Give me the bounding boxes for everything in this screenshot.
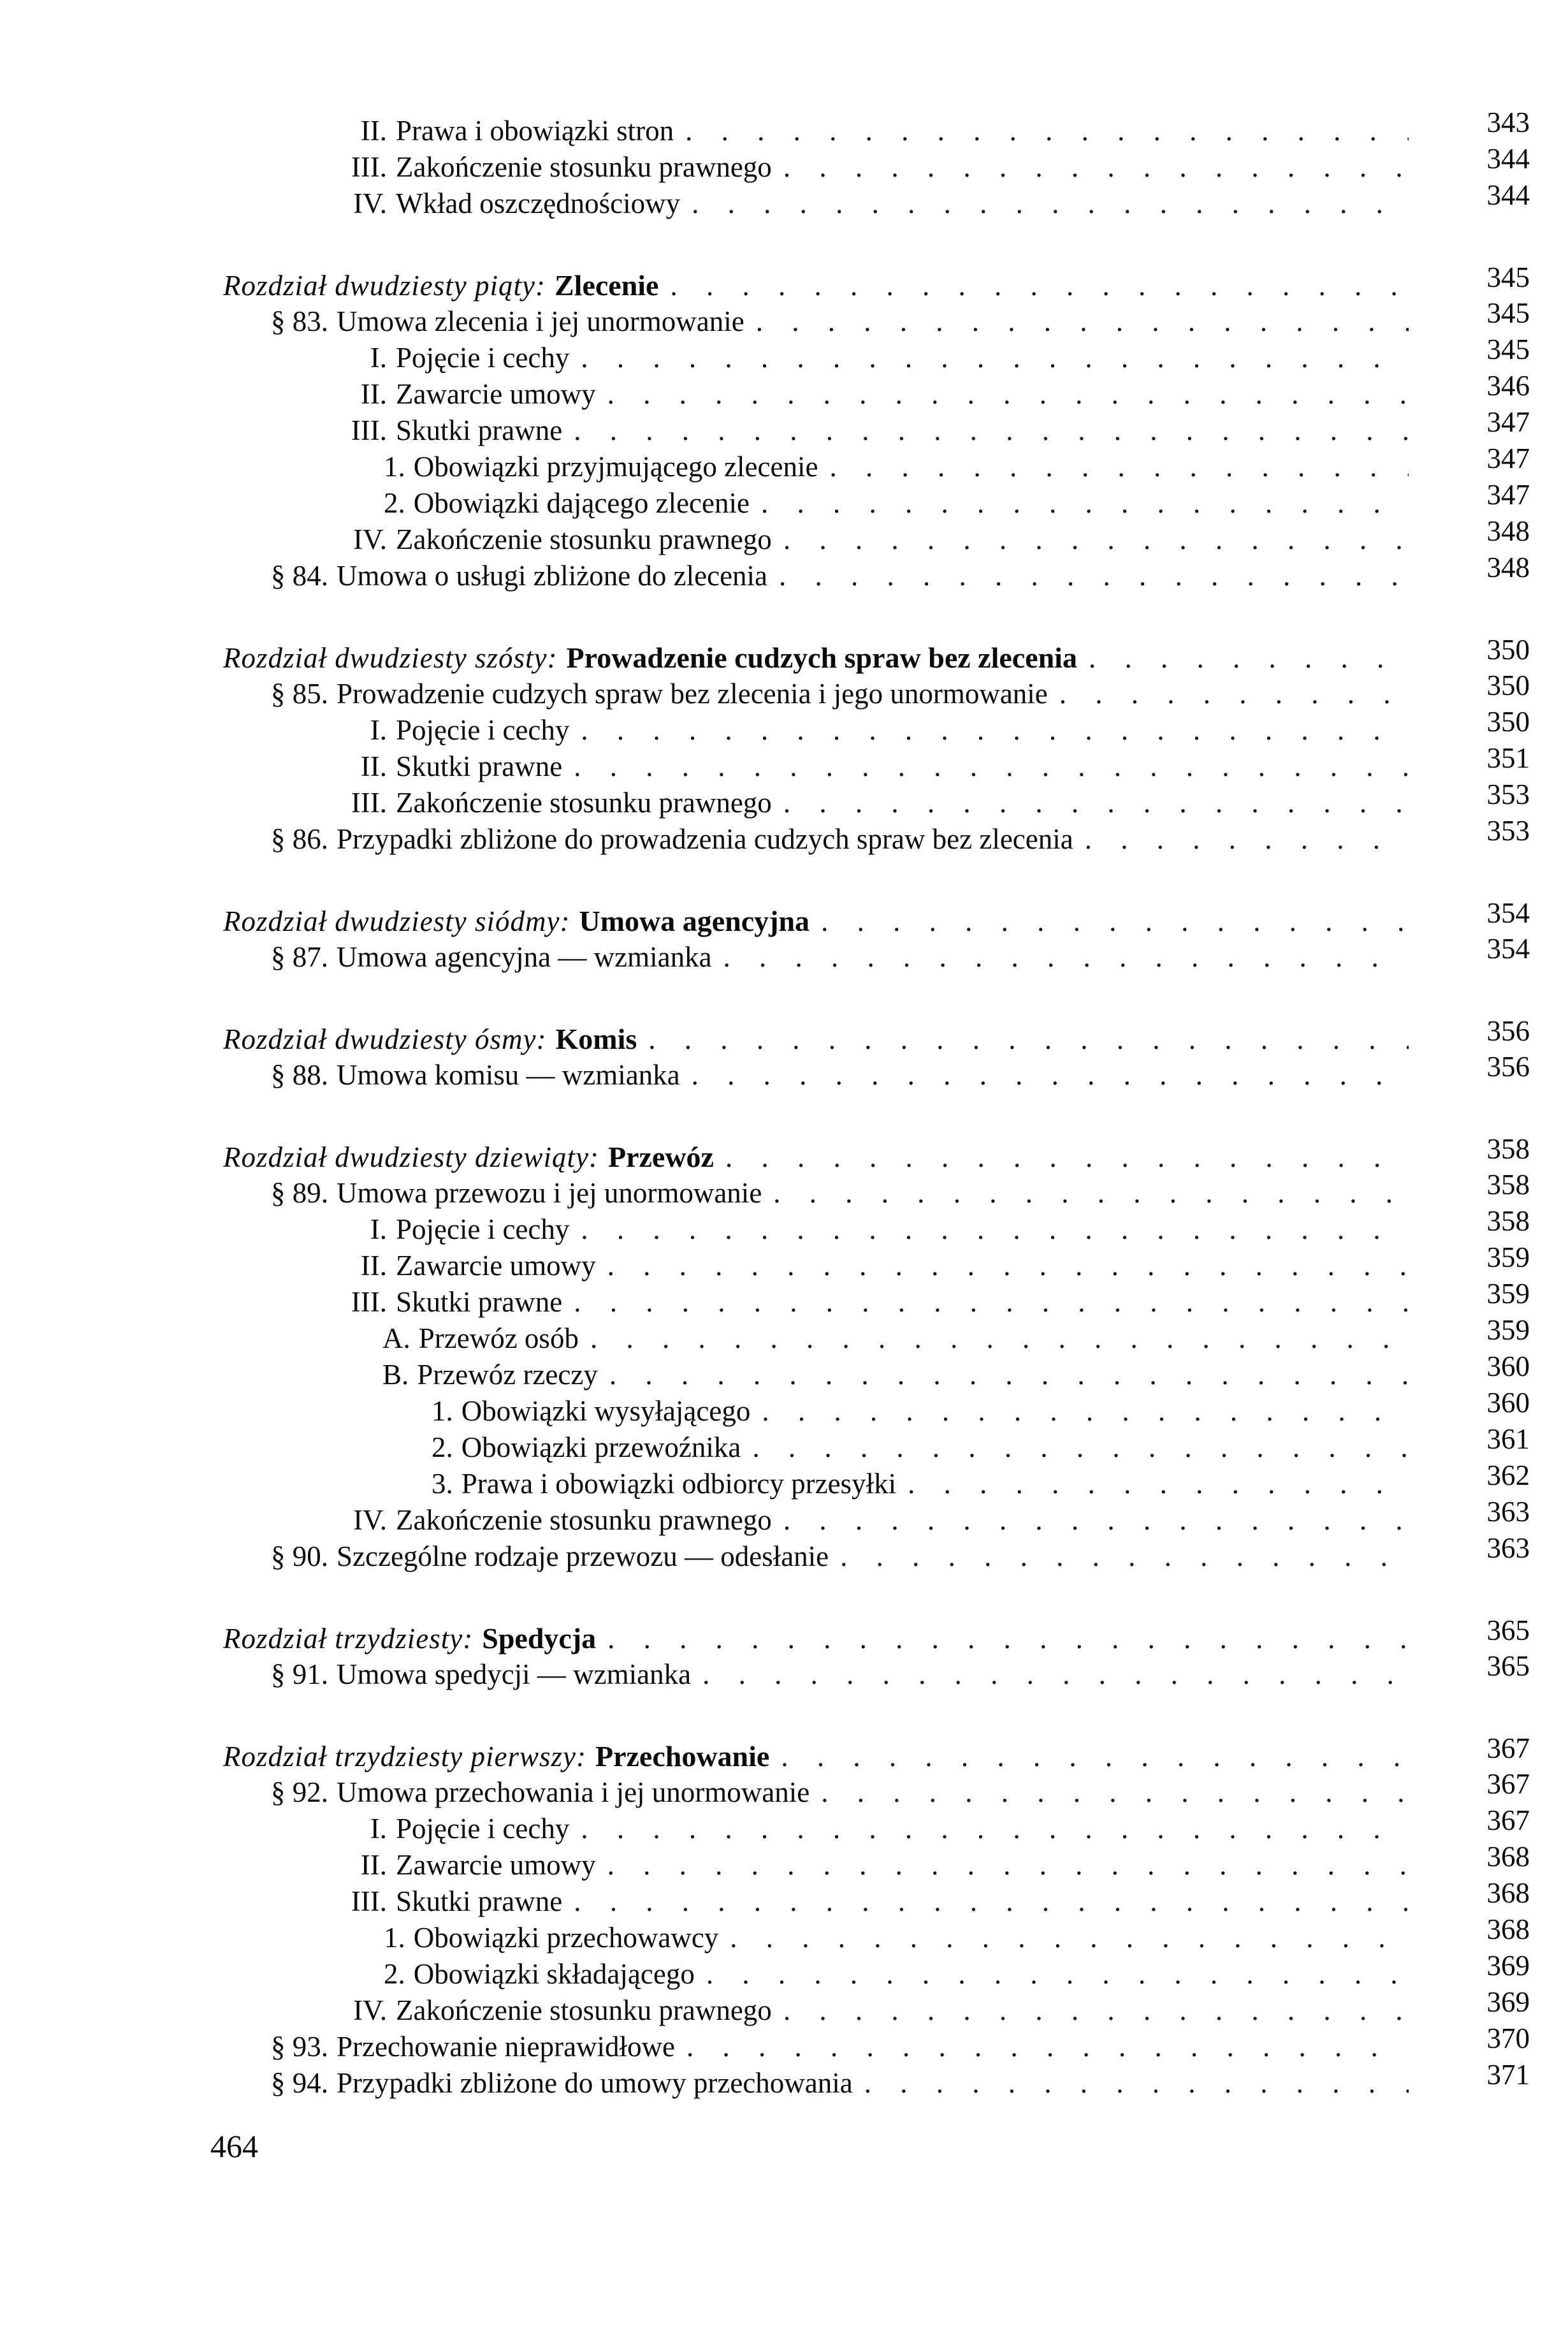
entry-page-number: 365: [1486, 1650, 1530, 1682]
entry-title: Zawarcie umowy: [396, 378, 596, 410]
entry-page-number: 347: [1486, 406, 1530, 438]
entry-number: § 83.: [271, 305, 328, 337]
entry-number: § 86.: [271, 823, 328, 855]
entry-page-number: 360: [1486, 1387, 1530, 1419]
dot-leader: [648, 1021, 1409, 1058]
dot-leader: [692, 186, 1409, 222]
chapter-label: Rozdział trzydziesty pierwszy:: [223, 1741, 586, 1772]
entry-page-number: 347: [1486, 442, 1530, 474]
entry-title: Skutki prawne: [396, 414, 563, 446]
entry-number: II.: [360, 1250, 387, 1282]
entry-page-number: 345: [1486, 333, 1530, 365]
dot-leader: [773, 1175, 1409, 1211]
toc-entry: [223, 1650, 1530, 1693]
toc-entry: [223, 106, 1530, 149]
entry-title: Pojęcie i cechy: [396, 342, 570, 374]
entry-number: B.: [382, 1359, 409, 1391]
entry-title: Zawarcie umowy: [396, 1849, 596, 1881]
entry-page-number: 343: [1486, 106, 1530, 138]
toc-chapter-entry: [223, 897, 1530, 939]
toc-entry: [223, 143, 1530, 186]
dot-leader: [783, 522, 1409, 558]
dot-leader: [581, 1811, 1409, 1847]
entry-page-number: 358: [1486, 1169, 1530, 1201]
entry-title: Szczególne rodzaje przewozu — odesłanie: [337, 1540, 829, 1572]
entry-number: I.: [370, 342, 387, 374]
entry-title: Przewóz rzeczy: [417, 1359, 598, 1391]
chapter-title: Zlecenie: [554, 269, 659, 302]
entry-number: § 91.: [271, 1658, 328, 1690]
dot-leader: [779, 558, 1409, 594]
entry-page-number: 358: [1486, 1133, 1530, 1165]
entry-title: Obowiązki przewoźnika: [461, 1431, 741, 1463]
dot-leader: [692, 1057, 1409, 1093]
entry-page-number: 345: [1486, 297, 1530, 329]
entry-title: Umowa komisu — wzmianka: [337, 1059, 680, 1091]
dot-leader: [783, 1502, 1409, 1538]
entry-title: Zawarcie umowy: [396, 1250, 596, 1282]
toc-entry: [223, 1459, 1530, 1502]
entry-number: IV.: [353, 187, 387, 219]
toc-entry: [223, 515, 1530, 558]
dot-leader: [706, 1956, 1409, 1992]
toc-entry: [223, 933, 1530, 976]
dot-leader: [686, 2029, 1409, 2065]
entry-title: Skutki prawne: [396, 1286, 563, 1318]
entry-number: III.: [351, 414, 387, 446]
dot-leader: [908, 1466, 1409, 1502]
entry-page-number: 369: [1486, 1986, 1530, 2018]
toc-entry: [223, 1913, 1530, 1956]
toc-entry: [223, 179, 1530, 222]
entry-title: Skutki prawne: [396, 1885, 563, 1917]
entry-number: II.: [360, 115, 387, 147]
toc-entry: [223, 1205, 1530, 1248]
entry-page-number: 345: [1486, 261, 1530, 293]
chapter-label: Rozdział dwudziesty ósmy:: [223, 1023, 547, 1055]
toc-entry: [223, 1387, 1530, 1429]
dot-leader: [783, 1992, 1409, 2029]
entry-title: Skutki prawne: [396, 750, 563, 782]
entry-number: § 93.: [271, 2031, 328, 2063]
entry-page-number: 363: [1486, 1532, 1530, 1564]
toc-entry: [223, 2059, 1530, 2101]
chapter-title: Przewóz: [607, 1141, 714, 1173]
chapter-title: Przechowanie: [595, 1740, 770, 1772]
entry-title: Przechowanie nieprawidłowe: [337, 2031, 676, 2063]
chapter-label: Rozdział trzydziesty:: [223, 1623, 474, 1655]
dot-leader: [702, 1656, 1409, 1693]
chapter-title: Komis: [555, 1023, 637, 1055]
toc-entry: [223, 406, 1530, 449]
dot-leader: [829, 449, 1409, 485]
toc-entry: [223, 778, 1530, 821]
entry-number: § 85.: [271, 678, 328, 710]
entry-page-number: 348: [1486, 552, 1530, 583]
dot-leader: [581, 1211, 1409, 1248]
toc-entry: [223, 742, 1530, 785]
toc-entry: [223, 1350, 1530, 1393]
entry-page-number: 353: [1486, 815, 1530, 847]
dot-leader: [725, 1139, 1409, 1176]
dot-leader: [607, 376, 1409, 413]
entry-title: Przypadki zbliżone do prowadzenia cudzych spraw bez zlecenia: [337, 823, 1073, 855]
toc-entry: [223, 1841, 1530, 1883]
toc-entry: [223, 297, 1530, 340]
toc-entry: [223, 815, 1530, 858]
toc-entry: [223, 442, 1530, 485]
entry-page-number: 363: [1486, 1496, 1530, 1528]
toc-entry: [223, 1051, 1530, 1093]
entry-number: § 94.: [271, 2067, 328, 2099]
entry-number: § 92.: [271, 1776, 328, 1808]
entry-title: Obowiązki przechowawcy: [413, 1922, 719, 1954]
toc-entry: [223, 1532, 1530, 1575]
entry-page-number: 362: [1486, 1459, 1530, 1491]
entry-title: Zakończenie stosunku prawnego: [396, 523, 772, 555]
entry-title: Umowa o usługi zbliżone do zlecenia: [337, 560, 768, 592]
entry-page-number: 365: [1486, 1614, 1530, 1646]
entry-page-number: 346: [1486, 370, 1530, 402]
toc-chapter-entry: [223, 634, 1530, 676]
entry-number: II.: [360, 750, 387, 782]
entry-number: III.: [351, 1885, 387, 1917]
entry-title: Przewóz osób: [418, 1322, 579, 1354]
dot-leader: [821, 903, 1409, 940]
dot-leader: [864, 2065, 1409, 2101]
entry-page-number: 356: [1486, 1015, 1530, 1047]
entry-number: I.: [370, 1213, 387, 1245]
entry-page-number: 359: [1486, 1314, 1530, 1346]
entry-page-number: 348: [1486, 515, 1530, 547]
entry-number: § 90.: [271, 1540, 328, 1572]
entry-title: Umowa przechowania i jej unormowanie: [337, 1776, 810, 1808]
dot-leader: [609, 1357, 1409, 1393]
dot-leader: [607, 1621, 1409, 1657]
dot-leader: [670, 268, 1409, 304]
dot-leader: [730, 1920, 1409, 1956]
entry-page-number: 344: [1486, 179, 1530, 211]
chapter-label: Rozdział dwudziesty szósty:: [223, 642, 558, 674]
toc-entry: [223, 1768, 1530, 1811]
entry-title: Przypadki zbliżone do umowy przechowania: [337, 2067, 853, 2099]
entry-title: Zakończenie stosunku prawnego: [396, 787, 772, 819]
dot-leader: [590, 1320, 1409, 1357]
dot-leader: [607, 1248, 1409, 1284]
entry-number: II.: [360, 378, 387, 410]
entry-title: Obowiązki przyjmującego zlecenie: [413, 451, 818, 483]
chapter-label: Rozdział dwudziesty dziewiąty:: [223, 1141, 599, 1173]
dot-leader: [761, 485, 1409, 522]
entry-page-number: 354: [1486, 933, 1530, 965]
dot-leader: [1089, 640, 1409, 676]
entry-page-number: 358: [1486, 1205, 1530, 1237]
toc-entry: [223, 1804, 1530, 1847]
dot-leader: [607, 1847, 1409, 1883]
toc-chapter-entry: [223, 261, 1530, 303]
entry-page-number: 347: [1486, 479, 1530, 511]
dot-leader: [1085, 821, 1409, 858]
entry-number: IV.: [353, 1994, 387, 2026]
dot-leader: [840, 1538, 1409, 1575]
toc-entry: [223, 333, 1530, 376]
toc-entry: [223, 1950, 1530, 1992]
entry-page-number: 369: [1486, 1950, 1530, 1982]
entry-title: Zakończenie stosunku prawnego: [396, 1994, 772, 2026]
entry-number: III.: [351, 151, 387, 183]
entry-title: Umowa agencyjna — wzmianka: [337, 941, 712, 973]
entry-number: § 89.: [271, 1177, 328, 1209]
chapter-label: Rozdział dwudziesty siódmy:: [223, 905, 570, 937]
dot-leader: [783, 785, 1409, 821]
dot-leader: [762, 1393, 1409, 1429]
entry-page-number: 350: [1486, 669, 1530, 701]
toc-entry: [223, 1986, 1530, 2029]
toc-entry: [223, 1241, 1530, 1284]
entry-number: III.: [351, 1286, 387, 1318]
toc-entry: [223, 1496, 1530, 1538]
entry-title: Zakończenie stosunku prawnego: [396, 151, 772, 183]
toc-entry: [223, 2022, 1530, 2065]
dot-leader: [723, 939, 1409, 976]
entry-page-number: 361: [1486, 1423, 1530, 1455]
entry-number: § 88.: [271, 1059, 328, 1091]
entry-page-number: 360: [1486, 1350, 1530, 1382]
entry-number: 3.: [432, 1468, 453, 1500]
entry-title: Zakończenie stosunku prawnego: [396, 1504, 772, 1536]
toc-entry: [223, 370, 1530, 413]
chapter-title: Umowa agencyjna: [579, 905, 810, 937]
entry-page-number: 370: [1486, 2022, 1530, 2054]
entry-page-number: 359: [1486, 1278, 1530, 1310]
entry-title: Pojęcie i cechy: [396, 714, 570, 746]
dot-leader: [574, 749, 1409, 785]
toc-entry: [223, 1314, 1530, 1357]
entry-number: § 84.: [271, 560, 328, 592]
entry-title: Umowa spedycji — wzmianka: [337, 1658, 692, 1690]
entry-number: A.: [382, 1322, 410, 1354]
entry-page-number: 368: [1486, 1841, 1530, 1873]
dot-leader: [821, 1774, 1409, 1811]
toc-entry: [223, 552, 1530, 594]
entry-page-number: 350: [1486, 634, 1530, 666]
chapter-title: Prowadzenie cudzych spraw bez zlecenia: [566, 641, 1077, 674]
entry-number: 1.: [384, 1922, 405, 1954]
entry-title: Umowa przewozu i jej unormowanie: [337, 1177, 762, 1209]
entry-title: Wkład oszczędnościowy: [396, 187, 681, 219]
entry-number: I.: [370, 1813, 387, 1845]
dot-leader: [781, 1739, 1409, 1775]
toc-chapter-entry: [223, 1732, 1530, 1774]
entry-page-number: 367: [1486, 1768, 1530, 1800]
entry-number: III.: [351, 787, 387, 819]
entry-title: Obowiązki wysyłającego: [461, 1395, 751, 1427]
entry-number: I.: [370, 714, 387, 746]
entry-number: 2.: [432, 1431, 453, 1463]
entry-number: IV.: [353, 1504, 387, 1536]
entry-title: Prawa i obowiązki stron: [396, 115, 674, 147]
entry-page-number: 368: [1486, 1913, 1530, 1945]
entry-title: Obowiązki dającego zlecenie: [413, 487, 750, 519]
folio-page-number: 464: [210, 2128, 258, 2164]
entry-page-number: 344: [1486, 143, 1530, 175]
entry-number: § 87.: [271, 941, 328, 973]
entry-number: 1.: [432, 1395, 453, 1427]
entry-number: II.: [360, 1849, 387, 1881]
entry-page-number: 359: [1486, 1241, 1530, 1273]
toc-chapter-entry: [223, 1133, 1530, 1175]
dot-leader: [581, 340, 1409, 376]
toc-entry: [223, 1423, 1530, 1466]
toc-entry: [223, 1278, 1530, 1320]
dot-leader: [685, 113, 1409, 149]
toc-chapter-entry: [223, 1015, 1530, 1057]
dot-leader: [783, 149, 1409, 186]
toc-entry: [223, 1877, 1530, 1920]
entry-title: Pojęcie i cechy: [396, 1213, 570, 1245]
toc-entry: [223, 479, 1530, 522]
entry-number: 2.: [384, 1958, 405, 1990]
toc-entry: [223, 1169, 1530, 1211]
entry-title: Prawa i obowiązki odbiorcy przesyłki: [461, 1468, 897, 1500]
entry-number: 2.: [384, 487, 405, 519]
chapter-label: Rozdział dwudziesty piąty:: [223, 270, 546, 302]
entry-title: Obowiązki składającego: [413, 1958, 695, 1990]
dot-leader: [1059, 676, 1409, 712]
entry-page-number: 351: [1486, 742, 1530, 774]
entry-number: IV.: [353, 523, 387, 555]
dot-leader: [574, 1883, 1409, 1920]
entry-page-number: 371: [1486, 2059, 1530, 2091]
toc-chapter-entry: [223, 1614, 1530, 1656]
dot-leader: [752, 1429, 1409, 1466]
entry-title: Pojęcie i cechy: [396, 1813, 570, 1845]
entry-page-number: 353: [1486, 778, 1530, 810]
toc-entry: [223, 706, 1530, 749]
chapter-title: Spedycja: [482, 1622, 597, 1655]
entry-page-number: 368: [1486, 1877, 1530, 1909]
dot-leader: [574, 413, 1409, 449]
entry-page-number: 350: [1486, 706, 1530, 738]
entry-page-number: 356: [1486, 1051, 1530, 1083]
entry-page-number: 367: [1486, 1804, 1530, 1836]
dot-leader: [756, 303, 1409, 340]
toc-entry: [223, 669, 1530, 712]
entry-page-number: 354: [1486, 897, 1530, 929]
entry-number: 1.: [384, 451, 405, 483]
entry-title: Prowadzenie cudzych spraw bez zlecenia i jego unormowanie: [337, 678, 1048, 710]
dot-leader: [581, 712, 1409, 749]
entry-title: Umowa zlecenia i jej unormowanie: [337, 305, 744, 337]
entry-page-number: 367: [1486, 1732, 1530, 1764]
dot-leader: [574, 1284, 1409, 1320]
